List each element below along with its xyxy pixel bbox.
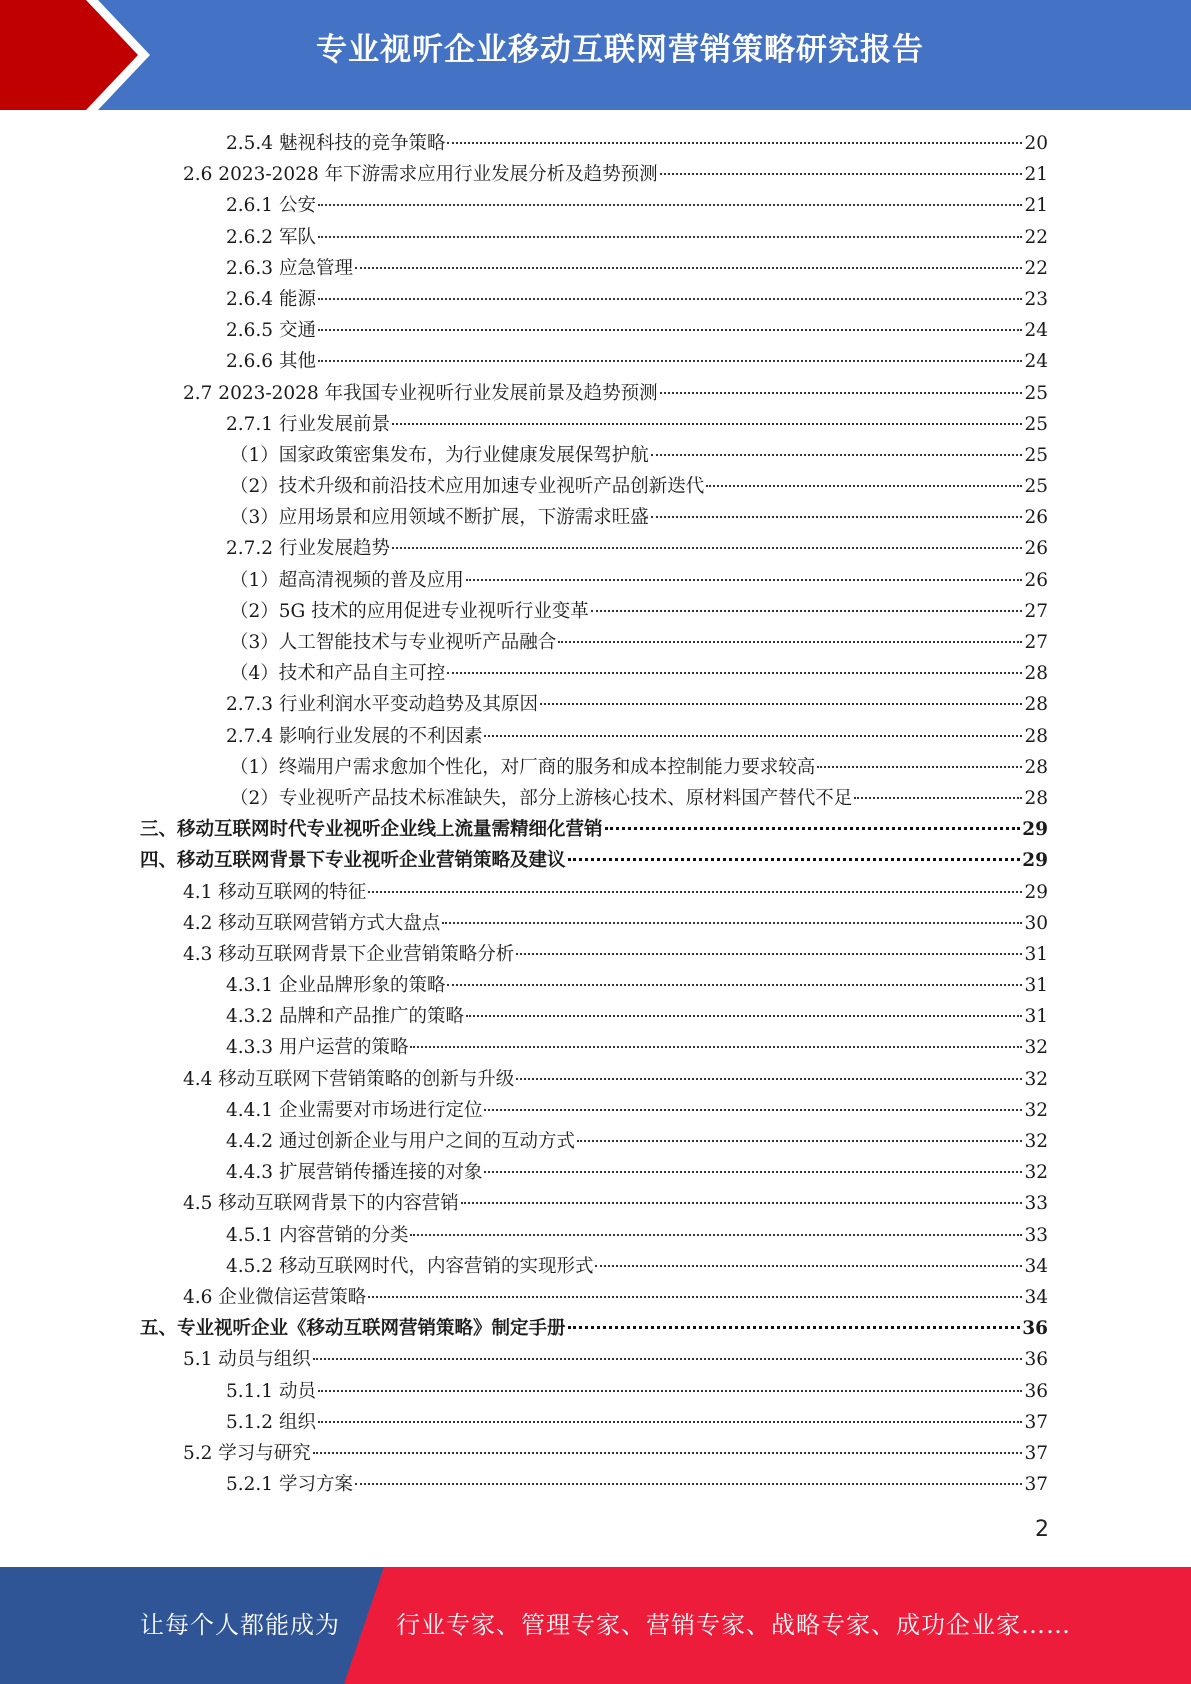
toc-entry-page: 31	[1024, 975, 1048, 997]
toc-entry[interactable]	[140, 1438, 1048, 1469]
toc-entry-page: 37	[1024, 1474, 1048, 1496]
toc-dot-leader	[591, 610, 1023, 612]
toc-entry-page: 30	[1024, 912, 1048, 934]
toc-entry[interactable]	[140, 533, 1048, 564]
toc-dot-leader	[410, 1234, 1022, 1236]
toc-entry-page: 32	[1024, 1099, 1048, 1121]
toc-entry[interactable]	[140, 565, 1048, 596]
toc-entry-title: 2.7 2023-2028 年我国专业视听行业发展前景及趋势预测	[183, 382, 658, 404]
toc-entry-page: 25	[1024, 444, 1048, 466]
page-number: 2	[1035, 1517, 1049, 1542]
toc-entry[interactable]	[140, 190, 1048, 221]
toc-dot-leader	[442, 922, 1022, 924]
toc-dot-leader	[368, 891, 1022, 893]
toc-entry-page: 23	[1024, 288, 1048, 310]
toc-entry-page: 31	[1024, 943, 1048, 965]
toc-entry-title: 4.5.1 内容营销的分类	[226, 1224, 409, 1246]
toc-entry-title: （1）国家政策密集发布，为行业健康发展保驾护航	[230, 444, 649, 466]
toc-entry-page: 31	[1024, 1006, 1048, 1028]
document-title: 专业视听企业移动互联网营销策略研究报告	[316, 32, 924, 68]
toc-entry-page: 33	[1024, 1193, 1048, 1215]
toc-entry-page: 25	[1024, 382, 1048, 404]
toc-entry-page: 28	[1024, 725, 1048, 747]
toc-entry[interactable]	[140, 783, 1048, 814]
toc-entry-page: 36	[1024, 1349, 1048, 1371]
toc-entry-page: 36	[1022, 1318, 1048, 1340]
toc-entry-page: 21	[1024, 164, 1048, 186]
table-of-contents	[140, 128, 1048, 1500]
toc-dot-leader	[466, 1015, 1022, 1017]
toc-entry-title: 4.1 移动互联网的特征	[183, 881, 367, 903]
toc-dot-leader	[577, 1140, 1022, 1142]
toc-entry-title: 4.3.2 品牌和产品推广的策略	[226, 1006, 464, 1028]
header-arrow-decoration	[0, 0, 160, 110]
toc-entry-title: （2）5G 技术的应用促进专业视听行业变革	[230, 600, 589, 622]
toc-entry[interactable]	[140, 658, 1048, 689]
toc-entry[interactable]	[140, 908, 1048, 939]
toc-dot-leader	[318, 298, 1023, 300]
page-header	[0, 0, 1191, 110]
toc-entry[interactable]	[140, 440, 1048, 471]
toc-dot-leader	[706, 485, 1022, 487]
toc-entry-page: 26	[1024, 538, 1048, 560]
toc-entry-title: 5.1.1 动员	[226, 1380, 316, 1402]
toc-entry[interactable]	[140, 284, 1048, 315]
toc-entry-page: 24	[1024, 351, 1048, 373]
toc-entry-title: 5.2.1 学习方案	[226, 1474, 353, 1496]
toc-dot-leader	[484, 1171, 1022, 1173]
toc-entry-title: 4.6 企业微信运营策略	[183, 1286, 367, 1308]
toc-entry-page: 37	[1024, 1411, 1048, 1433]
toc-dot-leader	[461, 1202, 1023, 1204]
toc-entry[interactable]	[140, 159, 1048, 190]
toc-entry-title: （1）终端用户需求愈加个性化，对厂商的服务和成本控制能力要求较高	[230, 756, 816, 778]
toc-dot-leader	[447, 142, 1022, 144]
toc-entry-title: 2.7.1 行业发展前景	[226, 413, 390, 435]
toc-entry-title: 5.1.2 组织	[226, 1411, 316, 1433]
toc-dot-leader	[817, 766, 1022, 768]
toc-entry-title: 4.3 移动互联网背景下企业营销策略分析	[183, 943, 515, 965]
toc-entry[interactable]	[140, 1407, 1048, 1438]
toc-entry[interactable]	[140, 409, 1048, 440]
toc-entry[interactable]	[140, 315, 1048, 346]
toc-dot-leader	[410, 1046, 1022, 1048]
toc-entry[interactable]	[140, 1188, 1048, 1219]
toc-dot-leader	[447, 672, 1022, 674]
toc-dot-leader	[355, 1483, 1023, 1485]
toc-entry-title: 4.3.1 企业品牌形象的策略	[226, 975, 446, 997]
toc-dot-leader	[651, 454, 1023, 456]
toc-entry-page: 33	[1024, 1224, 1048, 1246]
toc-entry-page: 20	[1024, 133, 1048, 154]
toc-entry-title: 2.6.6 其他	[226, 351, 316, 373]
toc-dot-leader	[466, 579, 1023, 581]
toc-entry-title: 2.6.5 交通	[226, 320, 316, 342]
toc-dot-leader	[595, 1265, 1022, 1267]
toc-entry[interactable]	[140, 1095, 1048, 1126]
toc-entry-title: 2.7.4 影响行业发展的不利因素	[226, 725, 483, 747]
toc-dot-leader	[318, 1421, 1023, 1423]
toc-entry-title: 5.1 动员与组织	[183, 1349, 311, 1371]
toc-dot-leader	[516, 953, 1022, 955]
toc-entry[interactable]	[140, 378, 1048, 409]
toc-entry-title: 4.4.3 扩展营销传播连接的对象	[226, 1162, 483, 1184]
toc-entry[interactable]	[140, 814, 1048, 845]
toc-entry[interactable]	[140, 502, 1048, 533]
toc-dot-leader	[313, 1358, 1023, 1360]
page-footer	[0, 1567, 1191, 1684]
toc-entry-page: 28	[1024, 663, 1048, 685]
toc-entry[interactable]	[140, 1126, 1048, 1157]
toc-entry-page: 29	[1022, 819, 1048, 841]
toc-dot-leader	[660, 392, 1023, 394]
toc-dot-leader	[318, 329, 1023, 331]
toc-dot-leader	[355, 267, 1023, 269]
toc-entry[interactable]	[140, 346, 1048, 377]
toc-entry-page: 32	[1024, 1068, 1048, 1090]
toc-entry[interactable]	[140, 253, 1048, 284]
toc-entry-page: 36	[1024, 1380, 1048, 1402]
toc-entry-page: 25	[1024, 413, 1048, 435]
toc-dot-leader	[568, 1326, 1021, 1329]
toc-entry-title: 4.3.3 用户运营的策略	[226, 1037, 409, 1059]
toc-dot-leader	[392, 547, 1022, 549]
toc-entry[interactable]	[140, 939, 1048, 970]
toc-entry-title: 2.6.1 公安	[226, 195, 316, 217]
toc-entry-title: 4.5.2 移动互联网时代，内容营销的实现形式	[226, 1255, 594, 1277]
toc-entry-page: 22	[1024, 226, 1048, 248]
toc-dot-leader	[660, 173, 1023, 175]
toc-entry[interactable]	[140, 1344, 1048, 1375]
toc-dot-leader	[447, 984, 1022, 986]
toc-dot-leader	[368, 1296, 1022, 1298]
toc-entry-page: 32	[1024, 1131, 1048, 1152]
toc-entry-page: 22	[1024, 257, 1048, 279]
toc-entry[interactable]	[140, 752, 1048, 783]
toc-entry-title: （4）技术和产品自主可控	[230, 663, 446, 685]
toc-entry-page: 37	[1024, 1442, 1048, 1464]
toc-dot-leader	[392, 423, 1022, 425]
toc-entry-page: 26	[1024, 569, 1048, 591]
toc-entry[interactable]	[140, 1001, 1048, 1032]
toc-entry[interactable]	[140, 1313, 1048, 1344]
toc-entry-title: 4.5 移动互联网背景下的内容营销	[183, 1193, 459, 1215]
toc-entry-page: 27	[1024, 600, 1048, 622]
toc-entry[interactable]	[140, 1469, 1048, 1500]
toc-entry-page: 27	[1024, 632, 1048, 653]
toc-entry-title: （3）应用场景和应用领域不断扩展，下游需求旺盛	[230, 507, 649, 529]
toc-dot-leader	[605, 827, 1021, 830]
toc-dot-leader	[484, 735, 1022, 737]
toc-entry[interactable]	[140, 1032, 1048, 1063]
toc-entry-page: 25	[1024, 476, 1048, 498]
toc-entry-title: 2.5.4 魅视科技的竞争策略	[226, 133, 446, 154]
toc-entry-title: （3）人工智能技术与专业视听产品融合	[230, 632, 557, 653]
toc-dot-leader	[568, 858, 1021, 861]
toc-dot-leader	[558, 641, 1022, 643]
toc-entry-page: 21	[1024, 195, 1048, 217]
toc-dot-leader	[854, 797, 1022, 799]
toc-dot-leader	[651, 516, 1023, 518]
toc-entry[interactable]	[140, 877, 1048, 908]
toc-dot-leader	[318, 1390, 1023, 1392]
toc-entry-title: 三、移动互联网时代专业视听企业线上流量需精细化营销	[140, 819, 603, 841]
toc-entry-page: 28	[1024, 787, 1048, 809]
toc-entry[interactable]	[140, 721, 1048, 752]
footer-slogan-left: 让每个人都能成为	[140, 1611, 340, 1639]
toc-entry-title: 2.6 2023-2028 年下游需求应用行业发展分析及趋势预测	[183, 164, 658, 186]
toc-entry[interactable]	[140, 1064, 1048, 1095]
toc-dot-leader	[313, 1452, 1023, 1454]
toc-entry-title: （2）技术升级和前沿技术应用加速专业视听产品创新迭代	[230, 476, 705, 498]
toc-entry[interactable]	[140, 627, 1048, 658]
toc-entry-page: 28	[1024, 694, 1048, 716]
toc-entry-title: 5.2 学习与研究	[183, 1442, 311, 1464]
toc-entry-title: 2.6.2 军队	[226, 226, 316, 248]
toc-entry-title: 4.2 移动互联网营销方式大盘点	[183, 912, 441, 934]
toc-entry-page: 29	[1024, 881, 1048, 903]
toc-entry[interactable]	[140, 222, 1048, 253]
toc-entry-page: 24	[1024, 320, 1048, 342]
toc-entry-page: 34	[1024, 1255, 1048, 1277]
toc-entry[interactable]	[140, 471, 1048, 502]
toc-entry[interactable]	[140, 1251, 1048, 1282]
toc-entry-page: 26	[1024, 507, 1048, 529]
toc-dot-leader	[318, 204, 1023, 206]
toc-entry[interactable]	[140, 1282, 1048, 1313]
toc-entry[interactable]	[140, 1220, 1048, 1251]
toc-entry[interactable]	[140, 128, 1048, 159]
toc-entry-title: 4.4 移动互联网下营销策略的创新与升级	[183, 1068, 515, 1090]
toc-entry-title: 2.7.2 行业发展趋势	[226, 538, 390, 560]
toc-entry-title: （2）专业视听产品技术标准缺失，部分上游核心技术、原材料国产替代不足	[230, 787, 853, 809]
toc-entry-title: （1）超高清视频的普及应用	[230, 569, 464, 591]
toc-entry[interactable]	[140, 1376, 1048, 1407]
toc-entry-title: 4.4.2 通过创新企业与用户之间的互动方式	[226, 1131, 575, 1152]
toc-entry[interactable]	[140, 970, 1048, 1001]
toc-entry[interactable]	[140, 1157, 1048, 1188]
toc-entry-page: 34	[1024, 1286, 1048, 1308]
footer-slogan-right: 行业专家、管理专家、营销专家、战略专家、成功企业家……	[396, 1611, 1071, 1639]
toc-entry-page: 32	[1024, 1162, 1048, 1184]
toc-entry-title: 2.6.4 能源	[226, 288, 316, 310]
toc-entry-title: 2.7.3 行业利润水平变动趋势及其原因	[226, 694, 538, 716]
toc-entry[interactable]	[140, 845, 1048, 876]
toc-entry-page: 28	[1024, 756, 1048, 778]
toc-entry-title: 4.4.1 企业需要对市场进行定位	[226, 1099, 483, 1121]
toc-dot-leader	[484, 1109, 1022, 1111]
toc-dot-leader	[540, 703, 1022, 705]
toc-dot-leader	[318, 236, 1023, 238]
toc-dot-leader	[318, 360, 1023, 362]
toc-entry[interactable]	[140, 689, 1048, 720]
toc-entry-title: 四、移动互联网背景下专业视听企业营销策略及建议	[140, 850, 566, 872]
toc-entry-page: 32	[1024, 1037, 1048, 1059]
toc-entry-page: 29	[1022, 850, 1048, 872]
toc-entry-title: 2.6.3 应急管理	[226, 257, 353, 279]
toc-entry-title: 五、专业视听企业《移动互联网营销策略》制定手册	[140, 1318, 566, 1340]
toc-dot-leader	[516, 1078, 1022, 1080]
toc-entry[interactable]	[140, 596, 1048, 627]
